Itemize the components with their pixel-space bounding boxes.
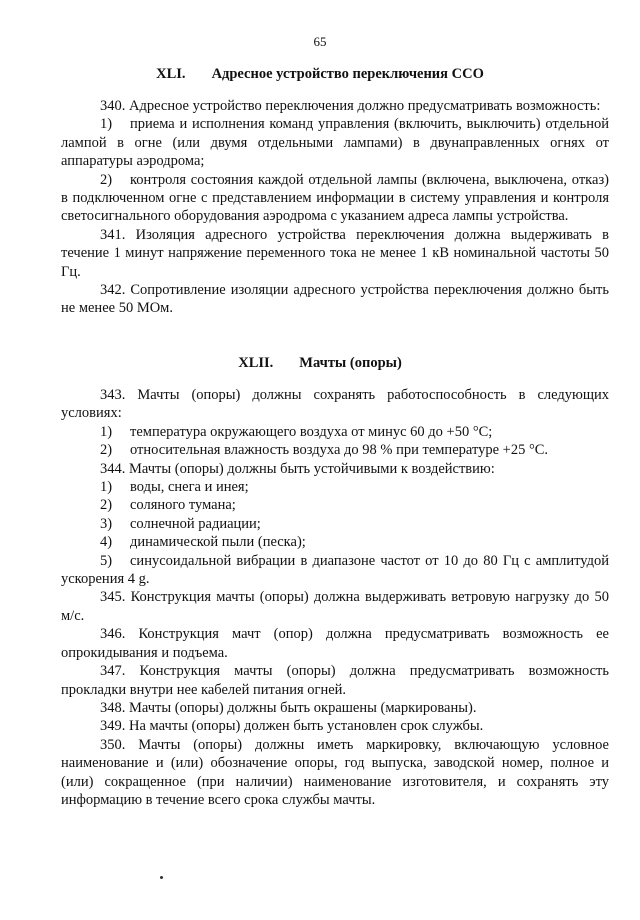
paragraph-343: 343. Мачты (опоры) должны сохранять работоспособность в следующих условиях: [61, 387, 609, 422]
list-item [61, 515, 609, 533]
list-item-text: приема и исполнения команд управления (включить, выключить) отдельной лампой в огне (или двумя отдельными лампами) в двунаправленных огнях от аппаратуры аэродрома; [61, 116, 609, 170]
list-item-number: 5) [100, 552, 113, 569]
list-item-text: температура окружающего воздуха от минус 60 до +50 °С; [130, 423, 493, 440]
list-item-number: 2) [100, 497, 113, 514]
paragraph-341: 341. Изоляция адресного устройства переключения должна выдерживать в течение 1 минут напряжение переменного тока не менее 1 кВ номинальной частоты 50 Гц. [61, 226, 609, 280]
section-number: XLI. [156, 66, 186, 82]
paragraph-344: 344. Мачты (опоры) должны быть устойчивыми к воздействию: [100, 460, 495, 477]
section-xlii-body [61, 386, 609, 809]
section-number: XLII. [238, 355, 274, 371]
list-item-number: 4) [100, 534, 113, 551]
list-item-text: контроля состояния каждой отдельной лампы (включена, выключена, отказ) в подключенном огне с представлением информации в систему управления и контроля светосигнального оборудования аэродрома с указанием адреса лампы устройства. [61, 171, 609, 225]
paragraph-346: 346. Конструкция мачт (опор) должна предусматривать возможность ее опрокидывания и подъема. [61, 626, 609, 661]
list-item-text: солнечной радиации; [130, 515, 261, 532]
list-item [61, 115, 609, 170]
paragraph-350: 350. Мачты (опоры) должны иметь маркировку, включающую условное наименование и (или) обозначение опоры, год выпуска, заводской номер, полное и (или) сокращенное (при наличии) наименование изготовителя, и сохранять эту информацию в течение всего срока службы мачты. [61, 736, 609, 808]
section-title: Мачты (опоры) [299, 355, 402, 371]
list-item [61, 496, 609, 514]
list-item [61, 441, 609, 459]
paragraph-342: 342. Сопротивление изоляции адресного устройства переключения должно быть не менее 50 МОм. [61, 282, 609, 317]
list-item-number: 1) [100, 423, 113, 440]
paragraph-345: 345. Конструкция мачты (опоры) должна выдерживать ветровую нагрузку до 50 м/с. [61, 589, 609, 624]
paragraph-340: 340. Адресное устройство переключения должно предусматривать возможность: [100, 98, 601, 114]
list-item-number: 1) [100, 116, 113, 133]
section-heading-xli [0, 66, 640, 83]
page-number: 65 [313, 34, 327, 49]
list-item-text: воды, снега и инея; [130, 479, 249, 496]
list-item-number: 1) [100, 479, 113, 496]
section-heading-xlii [0, 355, 640, 372]
list-item-text: соляного тумана; [130, 497, 236, 514]
list-item [61, 552, 609, 589]
paragraph-349: 349. На мачты (опоры) должен быть установлен срок службы. [100, 718, 484, 735]
list-item [61, 478, 609, 496]
list-item-number: 2) [100, 171, 113, 188]
list-item [61, 423, 609, 441]
section-xli-body [61, 97, 609, 318]
scan-speck [160, 876, 163, 879]
list-item [61, 171, 609, 226]
section-title: Адресное устройство переключения ССО [211, 66, 484, 82]
list-item-text: динамической пыли (песка); [130, 534, 306, 551]
list-item-text: относительная влажность воздуха до 98 % при температуре +25 °С. [130, 442, 549, 459]
paragraph-347: 347. Конструкция мачты (опоры) должна предусматривать возможность прокладки внутри нее кабелей питания огней. [61, 663, 609, 698]
list-item-number: 2) [100, 442, 113, 459]
paragraph-348: 348. Мачты (опоры) должны быть окрашены (маркированы). [100, 699, 477, 716]
list-item-text: синусоидальной вибрации в диапазоне частот от 10 до 80 Гц с амплитудой ускорения 4 g. [61, 552, 609, 588]
list-item-number: 3) [100, 515, 113, 532]
list-item [61, 533, 609, 551]
